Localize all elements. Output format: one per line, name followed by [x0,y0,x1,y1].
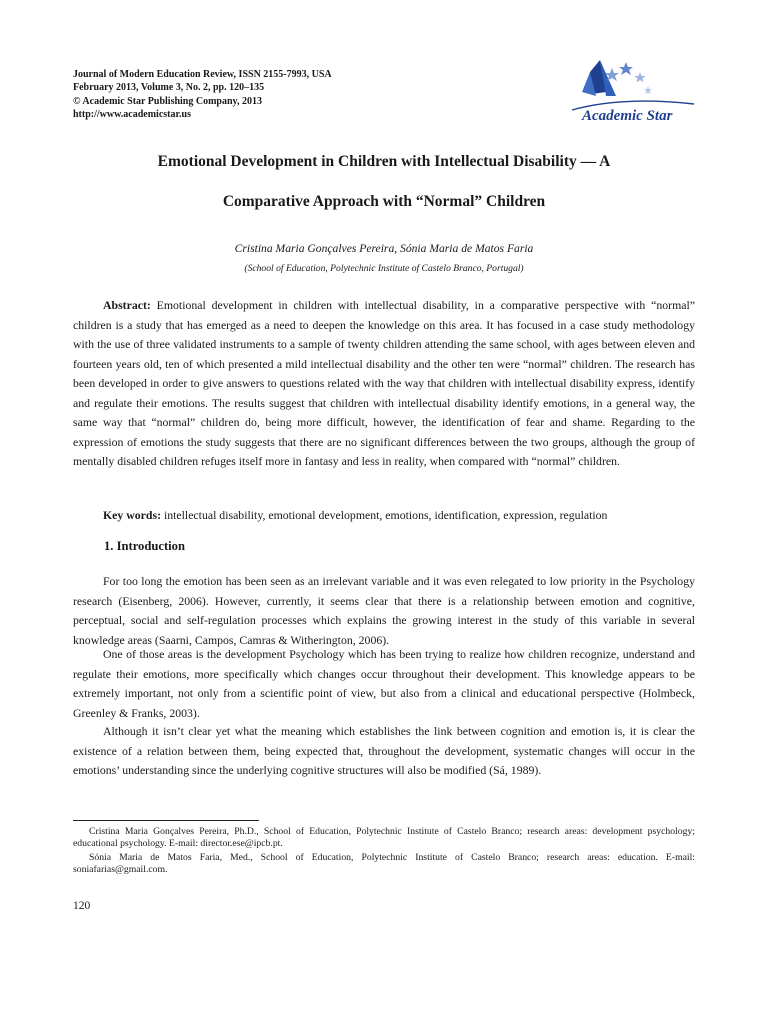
body-paragraph: Although it isn’t clear yet what the meaning which establishes the link between cognition and emotion is, it is clear the existence of a relation between them, being expected that, throughout the development, systematic changes will occur in the emotions’ understanding since the underlying cognitive structures will also be modified (Sá, 1989). [73,724,695,777]
logo-star-2 [619,62,633,75]
section-heading: 1. Introduction [104,539,185,553]
paper-title-line-1: Emotional Development in Children with Intellectual Disability — A [157,153,611,170]
url-line: http://www.academicstar.us [73,109,191,121]
issue-line: February 2013, Volume 3, No. 2, pp. 120–135 [73,82,265,94]
paper-title-line-2: Comparative Approach with “Normal” Children [222,193,546,210]
page-number: 120 [73,900,91,912]
journal-header [73,68,332,122]
keywords-label: Key words: [103,508,161,522]
keywords-text: intellectual disability, emotional development, emotions, identification, expression, regulation [163,508,608,522]
logo-star-4 [644,86,652,94]
abstract-label: Abstract: [103,298,151,312]
footnote: Sónia Maria de Matos Faria, Med., School of Education, Polytechnic Institute of Castelo Branco; research areas: education. E-mail: soniafarias@gmail.com. [73,852,695,875]
body-paragraph: For too long the emotion has been seen as an irrelevant variable and it was even relegated to low priority in the Psychology research (Eisenberg, 2006). However, currently, it seems clear that there is a relationship between emotion and cognitive, perceptual, social and self-regulation processes which explains the growing interest in the study of this variable in several knowledge areas (Saarni, Campos, Camras & Witherington, 2006). [73,574,695,647]
copyright-line: © Academic Star Publishing Company, 2013 [73,95,262,107]
keywords [73,506,695,525]
logo-star-3 [635,72,646,83]
footnote-divider [73,820,259,821]
affiliation: (School of Education, Polytechnic Institute of Castelo Branco, Portugal) [244,263,524,274]
footnote: Cristina Maria Gonçalves Pereira, Ph.D., School of Education, Polytechnic Institute of Castelo Branco; research areas: development psychology; educational psychology. E-mail: director.ese@ipcb.pt. [73,826,695,849]
abstract-text: Emotional development in children with intellectual disability, in a comparative perspective with “normal” children is a study that has emerged as a need to deepen the knowledge on this area. It has focused in a case study methodology with the use of three validated instruments to a sample of twenty children attending the same school, with ages between eleven and fourteen years old, ten of which presented a mild intellectual disability and the other ten were “normal” children. The research has been developed in order to give answers to questions related with the way that children with intellectual disability express, identify and regulate their emotions. The results suggest that children with intellectual disability identify emotions, in a general way, the same way that “normal” children do, being more difficult, however, the identification of fear and shame. Regarding to the expression of emotions the study suggests that there are no significant differences between the two groups, although the group of mentally disabled children refuges itself more in fantasy and less in reality, when compared with “normal” children. [73,298,695,468]
abstract [73,296,695,472]
logo-text: Academic Star [582,108,673,124]
authors: Cristina Maria Gonçalves Pereira, Sónia Maria de Matos Faria [234,242,534,255]
body-paragraph: One of those areas is the development Psychology which has been trying to realize how children recognize, understand and regulate their emotions, more specifically which changes occur throughout their development. This knowledge appears to be extremely important, not only from a scientific point of view, but also from a clinical and educational perspective (Holmbeck, Greenley & Franks, 2003). [73,647,695,720]
academic-star-logo [562,52,702,124]
journal-line: Journal of Modern Education Review, ISSN 2155-7993, USA [73,69,332,80]
